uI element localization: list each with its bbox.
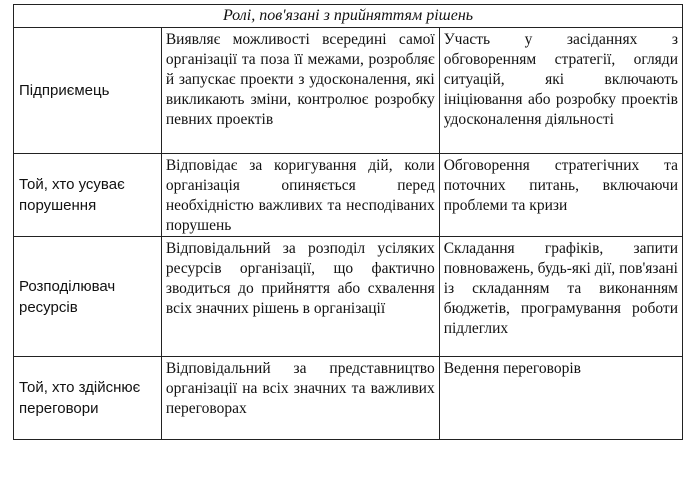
description-cell: Відповідальний за представництво організації на всіх значних та важливих переговорах <box>161 357 439 440</box>
role-cell: Той, хто усуває порушення <box>14 154 162 237</box>
description-cell: Виявляє можливості всередині самої організації та поза її межами, розробляє й запускає проекти з удосконалення, які викликають зміни, контролює розробку певних проектів <box>161 28 439 154</box>
decision-roles-table <box>13 4 683 440</box>
activities-cell: Участь у засіданнях з обговоренням стратегії, огляди ситуацій, які включають ініціювання або розробку проектів удосконалення діяльності <box>439 28 682 154</box>
activities-cell: Обговорення стратегічних та поточних питань, включаючи проблеми та кризи <box>439 154 682 237</box>
description-cell: Відповідальний за розподіл усіляких ресурсів організації, що фактично зводиться до прийняття або схвалення всіх значних рішень в організації <box>161 237 439 357</box>
table-row <box>14 28 683 154</box>
table-title-row <box>14 5 683 28</box>
table-row <box>14 357 683 440</box>
role-cell: Розподілювач ресурсів <box>14 237 162 357</box>
table-title: Ролі, пов'язані з прийняттям рішень <box>14 5 683 28</box>
description-cell: Відповідає за коригування дій, коли організація опиняється перед необхідністю важливих та несподіваних порушень <box>161 154 439 237</box>
activities-cell: Ведення переговорів <box>439 357 682 440</box>
activities-cell: Складання графіків, запити повноважень, будь-які дії, пов'язані із складанням та виконанням бюджетів, програмування роботи підлеглих <box>439 237 682 357</box>
role-cell: Підприємець <box>14 28 162 154</box>
table-row <box>14 237 683 357</box>
role-cell: Той, хто здійснює переговори <box>14 357 162 440</box>
table-row <box>14 154 683 237</box>
